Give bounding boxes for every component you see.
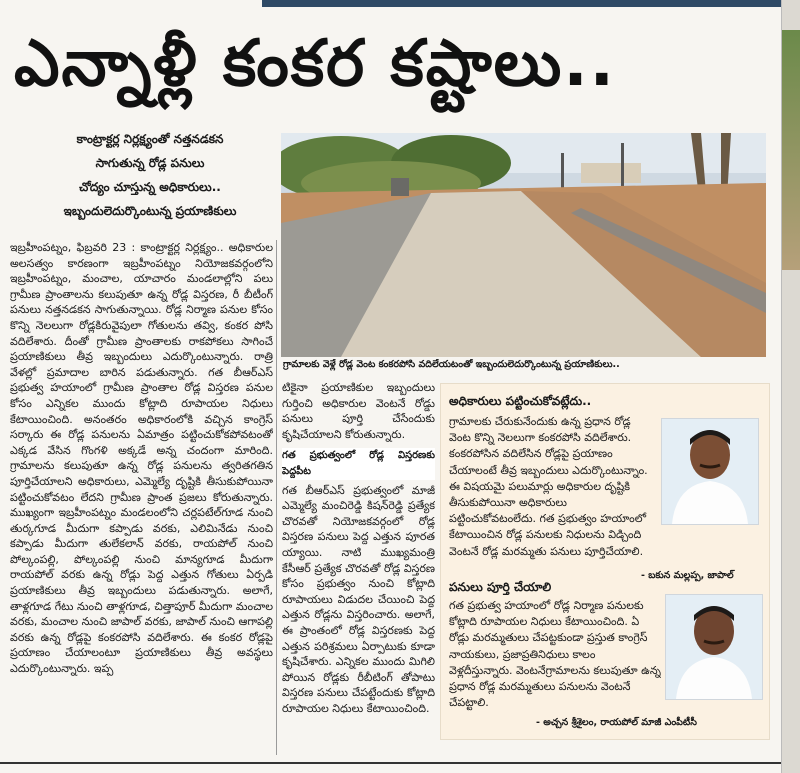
box-title: అధికారులు పట్టించుకోవట్లేదు.. — [449, 394, 592, 408]
box-title: పనులు పూర్తి చేయాలి — [449, 580, 552, 594]
section-subhead: గత ప్రభుత్వంలో రోడ్ల విస్తరణకు పెద్దపీట — [282, 448, 435, 479]
quote-text — [449, 414, 654, 564]
deck-line: కాంట్రాక్టర్ల నిర్లక్ష్యంతో నత్తనడకన — [76, 132, 224, 146]
article-column-2 — [282, 380, 435, 750]
body-text: ఇబ్రహీంపట్నం, ఫిబ్రవరి 23 : కాంట్రాక్టర్ల నిర్లక్ష్యం.. అధికారుల అలసత్వం కారణంగా ఇబ్రహీంపట్నం నియోజకవర్గంలోని ఇబ్రహీంపట్నం, మంచాల, యాచారం మండలాల్లోని పలు గ్రామీణ ప్రాంతాలను కలుపుతూ ఉన్న రోడ్ల విస్తరణ, రీ బీటీంగ్ పనులు నత్తనడకన సాగుతున్నాయి. రోడ్ల నిర్మాణ పనుల కోసం కొన్ని నెలలుగా రోడ్లకిరువైపులా గోతులను తవ్వి, కంకర పోసి వదిలేశారు. దీంతో గ్రామీణ ప్రాంతాలకు రాకపోకలు సాగించే ప్రయాణికులు తీవ్ర ఇబ్బందులు ఎదుర్కొంటున్నారు. రాత్రి వేళల్లో ప్రమాదాల బారిన పడుతున్నారు. గత బీఆర్ఎస్ ప్రభుత్వ హయాంలో గ్రామీణ ప్రాంతాల రోడ్ల విస్తరణ పనుల కోసం ఎన్నికల ముందు కోట్లాది రూపాయల నిధులు కేటాయించింది. అనంతరం అధికారంలోకి వచ్చిన కాంగ్రెస్ సర్కారు ఈ రోడ్ల పనులను ఏమాత్రం పట్టించుకోకపోవటంతో ఎక్కడ వేసిన గొంగళి అక్కడే అన్న చందంగా మారింది. గ్రామాలను కలుపుతూ ఉన్న రోడ్ల పనులను త్వరితగతిన పూర్తిచేయాలని అధికారులు, ఎమ్మెల్యే దృష్టికి తీసుకుపోయినా పట్టించుకోవటం లేదని గ్రామీణ ప్రాంత ప్రజలు కోరుతున్నారు. ముఖ్యంగా ఇబ్రహీంపట్నం మండలంలోని చర్లపటేల్‌గూడ నుంచి తుర్కగూడ మీదుగా కప్పాడు వరకు, ఎలిమినేడు నుంచి కప్పాడు మీదుగా తులేకలాన్ వరకు, రాయపోల్ నుంచి పోల్కంపల్లి, పోల్కంపల్లి నుంచి మాన్యగూడ మీదుగా రాయపోల్ వరకు ఉన్న రోడ్లు పెద్ద ఎత్తున గోతులు ఏర్పడి ప్రయాణికులు తీవ్ర ఇబ్బందులు పడుతున్నారు. అలాగే, తాళ్లగూడ గేటు నుంచి తాళ్లగూడ, చిత్తాపూర్ మీదుగా మంచాల వరకు, మంచాల నుంచి జాపాల్ వరకు, జాపాల్ నుంచి ఆగాపల్లి వరకు ఉన్న రోడ్లపై కంకరపోసి వదిలేశారు. ఈ కంకర రోడ్లపై ప్రయాణం చేయాలంటూ ప్రయాణికులు తీవ్ర అవస్థలు ఎదుర్కొంటున్నారు. ఇప్ప — [10, 241, 273, 676]
person-photo — [661, 418, 759, 525]
next-article-strip — [0, 762, 781, 773]
gravel-road-image — [281, 133, 766, 357]
quote-text — [449, 598, 661, 713]
photo-caption: గ్రామాలకు వెళ్లే రోడ్ల వెంట కంకరపోసి వదిలేయటంతో ఇబ్బందులెదుర్కొంటున్న ప్రయాణికులు.. — [283, 359, 620, 370]
quote-attribution: - అచ్చన శ్రీశైలం, రాయపోల్ మాజీ ఎంపీటీసీ — [536, 717, 697, 728]
road-photo — [281, 133, 766, 357]
body-text: టికైనా ప్రయాణికుల ఇబ్బందులు గుర్తించి అధికారుల వెంటనే రోడ్డు పనులు పూర్తి చేసేందుకు కృషిచేయాలని కోరుతున్నారు. — [282, 381, 435, 441]
quotes-box — [440, 383, 770, 740]
sub-headlines — [30, 130, 270, 226]
quote-attribution: - బకున మల్లప్ప, జాపాల్ — [641, 570, 734, 581]
deck-line: చోద్యం చూస్తున్న అధికారులు.. — [79, 180, 221, 194]
adjacent-photo — [782, 30, 800, 270]
deck-line: ఇబ్బందులెదుర్కొంటున్న ప్రయాణికులు — [63, 204, 237, 218]
top-color-band — [262, 0, 781, 7]
adjacent-page-edge — [781, 0, 800, 773]
portrait-image — [662, 419, 758, 524]
quote-body: గత ప్రభుత్వ హయాంలో రోడ్ల నిర్మాణ పనులకు కోట్లాది రూపాయల నిధులు కేటాయించింది. ఏ రోడ్లు మరమ్మతులు చేపట్టకుండా ప్రస్తుత కాంగ్రెస్ నాయకులు, ప్రజాప్రతినిధులు కాలం వెళ్లదీస్తున్నారు. వెంటనేగ్రామాలను కలుపుతూ ఉన్న ప్రధాన రోడ్ల మరమ్మతులు పనులను వెంటనే చేపట్టాలి. — [449, 599, 661, 710]
column-divider — [276, 240, 277, 755]
headline: ఎన్నాళ్లీ కంకర కష్టాలు.. — [14, 27, 616, 101]
person-photo — [665, 594, 763, 700]
article-column-1 — [10, 240, 273, 760]
quote-body: గ్రామాలకు చేరుకునేందుకు ఉన్న ప్రధాన రోడ్ల వెంట కొన్ని నెలలుగా కంకరపోసి వదిలేశారు. కంకరపోసిన వదిలేసిన రోడ్లపై ప్రయాణం చేయాలంటే తీవ్ర ఇబ్బందులు ఎదుర్కొంటున్నాం. ఈ విషయమై పలుమార్లు అధికారుల దృష్టికి తీసుకుపోయినా అధికారులు పట్టించుకోవటంలేదు. గత ప్రభుత్వం హయాంలో కేటాయించిన రోడ్ల పనులకు నిధులను విడ్చింది వెంటనే రోడ్ల మరమ్మతు పనులు పూర్తిచేయాలి. — [449, 415, 648, 558]
portrait-image — [666, 595, 762, 699]
body-text: గత బీఆర్ఎస్ ప్రభుత్వంలో మాజీ ఎమ్మెల్యే మంచిరెడ్డి కిషన్‌రెడ్డి ప్రత్యేక చొరవతో నియోజకవర్గంలో రోడ్ల విస్తరణ పనులు పెద్ద ఎత్తున పూరత య్యాయి. నాటి ముఖ్యమంత్రి కేసీఆర్ ప్రత్యేక చొరవతో రోడ్ల విస్తరణ కోసం ప్రభుత్వం నుంచి కోట్లాది రూపాయలు విడుదల చేయించి పెద్ద ఎత్తున రోడ్లను విస్తరించారు. అలాగే, ఈ ప్రాంతంలో రోడ్ల విస్తరణకు పెద్ద ఎత్తున పరిశ్రమలు ఏర్పాటుకు కూడా కృషిచేశారు. ఎన్నికల ముందు మిగిలి పోయిన రోడ్లకు రీబీటింగ్ తోపాటు విస్తరణ పనులు చేపట్టేందుకు కోట్లాది రూపాయల నిధులు కేటాయించింది. — [282, 483, 435, 715]
deck-line: సాగుతున్న రోడ్ల పనులు — [95, 156, 205, 170]
